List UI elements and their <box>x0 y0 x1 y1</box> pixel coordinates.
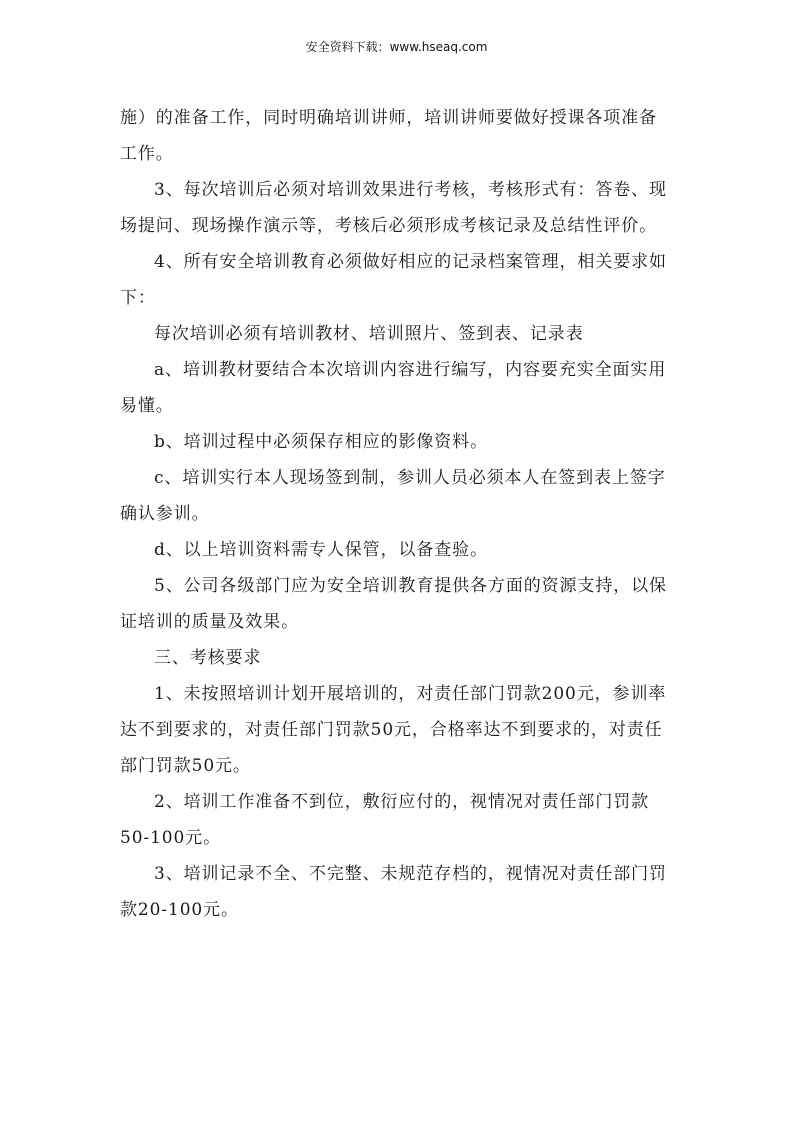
paragraph: 2、培训工作准备不到位，敷衍应付的，视情况对责任部门罚款50-100元。 <box>120 792 650 848</box>
paragraph: 4、所有安全培训教育必须做好相应的记录档案管理，相关要求如下： <box>120 252 667 308</box>
paragraph: 施）的准备工作，同时明确培训讲师，培训讲师要做好授课各项准备工作。 <box>120 108 657 164</box>
paragraph: 5、公司各级部门应为安全培训教育提供各方面的资源支持，以保证培训的质量及效果。 <box>120 576 667 632</box>
paragraph: a、培训教材要结合本次培训内容进行编写，内容要充实全面实用易懂。 <box>120 360 667 416</box>
paragraph: 1、未按照培训计划开展培训的，对责任部门罚款200元，参训率达不到要求的，对责任部门罚款50元，合格率达不到要求的，对责任部门罚款50元。 <box>120 684 667 776</box>
paragraph: d、以上培训资料需专人保管，以备查验。 <box>154 540 488 560</box>
paragraph: b、培训过程中必须保存相应的影像资料。 <box>154 432 488 452</box>
page-header: 安全资料下载：www.hseaq.com <box>305 40 488 54</box>
paragraph: 3、每次培训后必须对培训效果进行考核，考核形式有：答卷、现场提问、现场操作演示等，考核后必须形成考核记录及总结性评价。 <box>120 180 667 236</box>
paragraph: 3、培训记录不全、不完整、未规范存档的，视情况对责任部门罚款20-100元。 <box>120 864 667 920</box>
section-heading: 三、考核要求 <box>154 648 262 668</box>
document-body <box>120 100 673 928</box>
paragraph: c、培训实行本人现场签到制，参训人员必须本人在签到表上签字确认参训。 <box>120 468 666 524</box>
paragraph: 每次培训必须有培训教材、培训照片、签到表、记录表 <box>154 324 584 344</box>
